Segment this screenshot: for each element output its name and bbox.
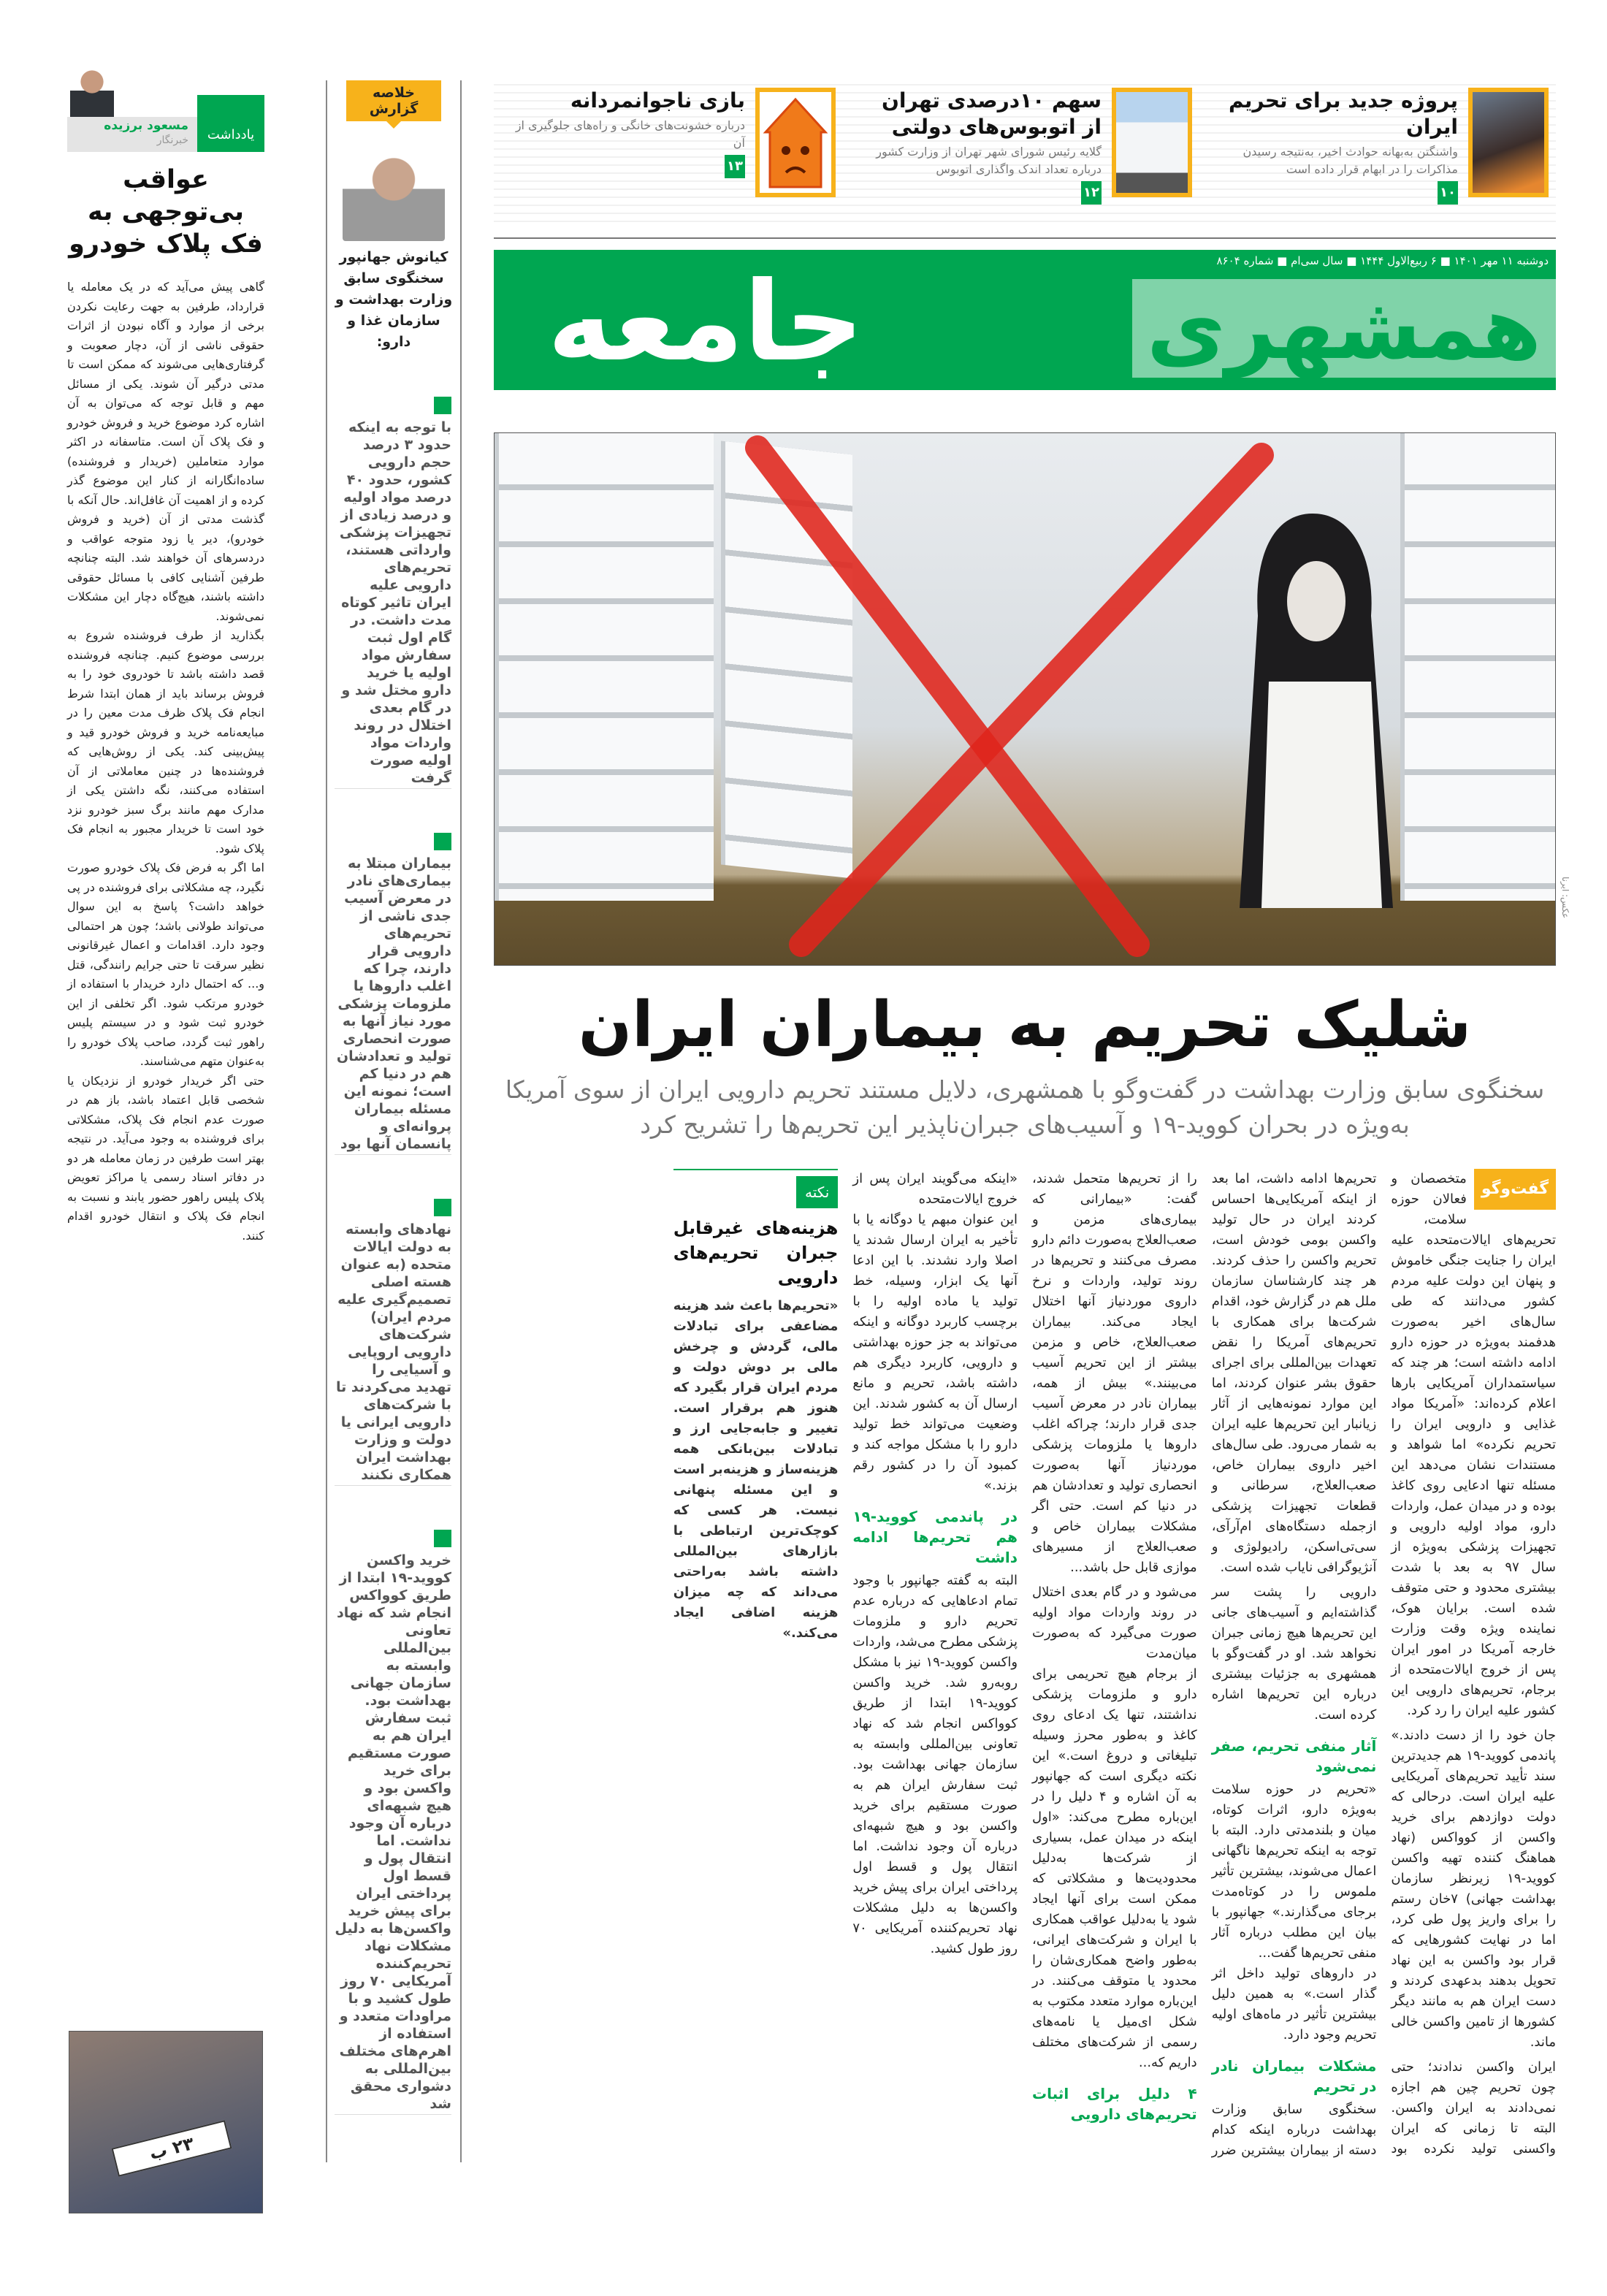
teaser-page-number: ۱۲ (1081, 181, 1102, 205)
teaser-page-number: ۱۳ (725, 155, 745, 178)
quote-text: با توجه به اینکه حدود ۳ درصد حجم دارویی کشور، حدود ۴۰ درصد مواد اولیه و درصد زیادی از تجهیزات پزشکی وارداتی هستند، تحریم‌های دارویی علیه ایران تاثیر کوتاه مدت داشت. در گام اول ثبت سفارش مواد اولیه یا خرید دارو مختل شد و در گام بعدی اختلال در روند واردات مواد اولیه صورت گرفت (335, 419, 451, 789)
license-plate-photo (69, 2031, 263, 2213)
teaser-thumbnail-protest (1468, 88, 1549, 197)
note-label: نکته (796, 1176, 838, 1208)
paragraph: جان خود را از دست دادند.» پاندمی کووید-۱۹ هم جدیدترین سند تأیید تحریم‌های آمریکایی علیه ایران است. درحالی که دولت دوازدهم برای خرید واکسن از کوواکس (نهاد هماهنگ کننده تهیه واکسن کووید-۱۹ زیرنظر سازمان بهداشت جهانی) ۷خان رستم را برای واریز پول طی کرد، اما در نهایت کشورهایی که قرار بود واکسن به این نهاد تحویل بدهند بدعهدی کردند و دست ایران هم به مانند دیگر کشورها از تامین واکسن خالی ماند. (1391, 1728, 1556, 2050)
teaser-summary: واشنگتن به‌بهانه حوادث اخیر، به‌نتیجه رسیدن مذاکرات را در ابهام قرار داده است (1243, 145, 1458, 176)
paragraph: حتی اگر خریدار خودرو از نزدیکان یا شخصی قابل اعتماد باشد، باز هم در صورت عدم انجام فک پلاک، مشکلاتی برای فروشنده به وجود می‌آید. در نتیجه بهتر است طرفین در زمان معامله هر دو در دفاتر اسناد رسمی یا مراکز تعویض پلاک پلیس راهور حضور یابند و نسبت به انجام فک پلاک و انتقال خودرو اقدام کنند. (67, 1073, 264, 1243)
paragraph: از برجام هیچ تحریمی برای دارو و ملزومات پزشکی نداشتند، تنها یک ادعای روی کاغذ و به‌طور محرز وسیله تبلیغاتی و دروغ است.» این نکته دیگری است که جهانپور به آن اشاره و ۴ دلیل را در این‌باره مطرح می‌کند: «اول اینکه در میدان عمل، بسیاری از شرکت‌ها به‌دلیل محدودیت‌ها و مشکلاتی که ممکن است برای آنها ایجاد شود یا به‌دلیل عواقب همکاری با ایران و شرکت‌های ایرانی، به‌طور واضح همکاری‌شان را محدود یا متوقف می‌کنند. در این‌باره موارد متعدد مکتوب به شکل ای‌میل یا نامه‌های رسمی از شرکت‌های مختلف داریم که... (1032, 1666, 1197, 2070)
green-square-bullet-icon (434, 1199, 451, 1216)
quote-text: خرید واکسن کووید-۱۹ ابتدا از طریق کوواکس انجام شد که نهاد تعاونی بین‌المللی وابسته به سازمان جهانی بهداشت بود. ثبت سفارش ایران هم به صورت مستقیم برای خرید واکسن بود و هیچ شبهه‌ای درباره آن وجود نداشت. اما انتقال پول و قسط اول پرداختی ایران برای پیش خرید واکسن‌ها به دلیل مشکلات نهاد تحریم‌کننده آمریکایی ۷۰ روز طول کشید و با مراودات متعدد و استفاده از اهرم‌های مختلف بین‌المللی به دشواری محقق شد (335, 1552, 451, 2115)
logo-hamshahri: همشهری (1132, 279, 1556, 378)
green-square-bullet-icon (434, 1530, 451, 1547)
section-subheading: آثار منفی تحریم، صفر نمی‌شود (1211, 1737, 1377, 1775)
divider (494, 237, 1556, 239)
lead-photo-pharmacy (494, 432, 1556, 966)
paragraph: بگذارید از طرف فروشنده شروع به بررسی موضوع کنیم. چنانچه فروشنده قصد داشته باشد تا خودروی خود را به فروش برساند باید از همان ابتدا شرط انجام فک پلاک ظرف مدت معین را در مبایعه‌نامه خرید و فروش خودرو قید و پیش‌بینی کند. یکی از روش‌هایی که فروشنده‌ها در چنین معاملاتی از آن استفاده می‌کنند، نگه داشتن یکی از مدارک مهم مانند برگ سبز خودرو نزد خود است تا خریدار مجبور به انجام فک پلاک شود. (67, 628, 264, 855)
red-x-mark (495, 433, 1556, 966)
angry-house-icon (755, 88, 836, 197)
teaser-summary: گلایه رئیس شورای شهر تهران از وزارت کشور درباره تعداد اندک واگذاری اتوبوس (876, 145, 1102, 176)
section-subheading: در پاندمی کووید-۱۹ هم تحریم‌ها ادامه داشت (852, 1508, 1018, 1566)
summary-quote (327, 1199, 460, 1486)
paragraph: گاهی پیش می‌آید که در یک معامله یا قرارداد، طرفین به جهت رعایت نکردن برخی از موارد و آگاه نبودن از اثرات حقوقی ناشی از آن، دچار صعوبت و گرفتاری‌هایی می‌شوند که ممکن است تا مدتی درگیر آن شوند. یکی از مسائل مهم و قابل توجه که می‌توان به آن اشاره کرد موضوع خرید و فروش خودرو و فک پلاک آن است. متاسفانه در اکثر موارد متعاملین (خریدار و فروشنده) ساده‌انگارانه از کنار این موضوع گذر کرده و از اهمیت آن غافل‌اند. حال آنکه با گذشت مدتی از آن (خرید و فروش خودرو)، دیر یا زود متوجه عواقب و دردسرهای آن خواهند شد. البته چنانچه طرفین آشنایی کافی با مسائل حقوقی داشته باشند، هیچ‌گاه دچار این مشکلات نمی‌شوند. (67, 280, 264, 623)
paragraph: «تحریم در حوزه سلامت به‌ویژه دارو، اثرات کوتاه، میان و بلندمدتی دارد. البته با توجه به اینکه تحریم‌ها ناگهانی اعمال می‌شوند، بیشترین تأثیر ملموس را در کوتاه‌مدت برجای می‌گذارند.» جهانپور با بیان این مطلب درباره آثار منفی تحریم‌ها گفت... (1211, 1782, 1377, 1961)
teaser-domestic-violence[interactable] (501, 77, 836, 224)
paragraph: اما اگر به فرض فک پلاک خودرو صورت نگیرد، چه مشکلاتی برای فروشنده در پی خواهد داشت؟ پاسخ به این سوال می‌تواند طولانی باشد؛ چون هر احتمالی وجود دارد. اقدامات و اعمال غیرقانونی نظیر سرقت تا حتی جرایم رانندگی، قتل و... که احتمال دارد خریدار با استفاده از خودرو مرتکب شود. اگر تخلفی از این خودرو ثبت شود و در سیستم پلیس راهور ثبت گردد، صاحب پلاک خودرو را به‌عنوان متهم می‌شناسند. (67, 861, 264, 1068)
column-type-label: یادداشت (197, 95, 264, 152)
note-box (673, 1169, 839, 1644)
teaser-tehran-buses[interactable] (858, 77, 1192, 224)
report-summary-column (326, 80, 462, 2162)
green-square-bullet-icon (434, 833, 451, 850)
paragraph: ایران واکسن ندادند؛ حتی چون تحریم چین هم اجازه نمی‌دادند به ایران واکسن. البته تا زمانی که ایران واکسنی تولید نکرده بود تحریم‌ها ادامه داشت، اما بعد از اینکه آمریکایی‌ها احساس کردند ایران در حال تولید واکسن بومی خودش است، تحریم واکسن را حذف کردند. هر چند کارشناسان سازمان ملل هم در گزارش خود، اقدام شرکت‌ها برای همکاری با تحریم‌های آمریکا را نقض تعهدات بین‌المللی برای اجرای حقوق بشر عنوان کردند، اما این موارد نمونه‌هایی از آثار زیانبار این تحریم‌ها علیه ایران به شمار می‌رود. طی سال‌های اخیر داروی بیماران خاص، صعب‌العلاج، سرطانی و قطعات تجهیزات پزشکی ازجمله دستگاه‌های ام‌آر‌آی، سی‌تی‌اسکن، رادیولوژی و آنژیوگرافی نایاب شده است. (1211, 1171, 1556, 2156)
sub-headline: سخنگوی سابق وزارت بهداشت در گفت‌وگو با همشهری، دلایل مستند تحریم دارویی ایران از سوی آمریکا به‌ویژه در بحران کووید-۱۹ و آسیب‌های جبران‌ناپذیر این تحریم‌ها را تشریح کرد (505, 1075, 1545, 1139)
note-title: هزینه‌های غیرقابل جبران تحریم‌های دارویی (673, 1218, 839, 1288)
main-headline: شلیک تحریم به بیماران ایران (578, 988, 1472, 1061)
paragraph: در داروهای تولید داخل اثر گذار است.» به همین دلیل بیشترین تأثیر در ماه‌های اولیه تحریم وجود دارد. (1211, 1966, 1377, 2043)
spokesperson-name: کیانوش جهانپور سخنگوی سابق وزارت بهداشت و سازمان غذا و دارو: (335, 249, 453, 350)
teaser-title: بازی ناجوانمردانه (570, 88, 745, 112)
paragraph: متخصصان و فعالان حوزه سلامت، تحریم‌های ایالات‌متحده علیه ایران را جنایت جنگی خاموش و پنهان این دولت علیه مردم کشور می‌دانند که طی سال‌های اخیر به‌صورت هدفمند به‌ویژه در حوزه دارو ادامه داشته است؛ هر چند که سیاستمداران آمریکایی بارها اعلام کرده‌اند: «آمریکا مواد غذایی و دارویی ایران را تحریم نکرده» اما شواهد و مستندات نشان می‌دهد این مسئله تنها ادعایی روی کاغذ بوده و در میدان عمل، واردات دارو، مواد اولیه دارویی و تجهیزات پزشکی به‌ویژه از سال ۹۷ به بعد با شدت بیشتری محدود و حتی متوقف شده است. برایان هوک، نماینده ویژه وقت وزارت خارجه آمریکا در امور ایران پس از خروج ایالات‌متحده از برجام، تحریم‌های دارویی این کشور علیه ایران را رد کرد. (1391, 1171, 1556, 1718)
quote-text: بیماران مبتلا به بیماری‌های نادر در معرض آسیب جدی ناشی از تحریم‌های دارویی قرار دارند، چرا که اغلب داروها یا ملزومات پزشکی مورد نیاز آنها به صورت انحصاری تولید و تعدادشان هم در دنیا کم است؛ نمونه این مسئله بیماران پروانه‌ای و پانسمان آنها بود (335, 855, 451, 1155)
article-column-1 (1391, 1169, 1556, 2053)
logo-jameh: جامعه (547, 259, 864, 386)
section-subheading: ۴ دلیل برای اثبات تحریم‌های دارویی (1032, 2085, 1197, 2123)
photo-credit: عکس: ایرنا (1560, 877, 1570, 919)
teaser-summary: درباره خشونت‌های خانگی و راه‌های جلوگیری از آن (515, 118, 745, 150)
paragraph: سخنگوی سابق وزارت بهداشت درباره اینکه کدام دسته از بیماران بیشترین ضرر را از تحریم‌ها متحمل شدند، گفت: «بیمارانی که بیماری‌های مزمن و صعب‌العلاج به‌صورت دائم دارو مصرف می‌کنند و تحریم‌ها در روند تولید، واردات و نرخ داروی موردنیاز آنها اختلال ایجاد می‌کند. بیماران صعب‌العلاج، خاص و مزمن بیشتر از این تحریم آسیب می‌بینند.» بیش از همه، بیماران نادر در معرض آسیب جدی قرار دارند؛ چراکه اغلب داروها یا ملزومات پزشکی موردنیاز آنها به‌صورت انحصاری تولید و تعدادشان هم در دنیا کم است. حتی اگر مشکلات بیماران خاص و صعب‌العلاج از مسیرهای موازی قابل حل باشد... (1032, 1171, 1377, 2158)
section-subheading: مشکلات بیماران نادر در تحریم (1211, 2057, 1377, 2095)
author-role: خبرنگار (156, 134, 188, 146)
masthead (494, 250, 1556, 390)
note-text: «تحریم‌ها باعث شد هزینه مضاعفی برای تبادلات مالی، گردش و چرخش مالی بر دوش دولت و مردم ایران قرار بگیرد که هنوز هم برقرار است. تغییر و جابه‌جایی ارز و تبادلات بین‌بانکی همه هزینه‌ساز و هزینه‌بر است و این مسئله پنهانی نیست. هر کسی که کوچک‌ترین ارتباطی با بازارهای بین‌المللی داشته باشد به‌راحتی می‌داند که چه میزان هزینه اضافی ایجاد می‌کند.» (673, 1298, 839, 1641)
teaser-thumbnail-bus (1112, 88, 1192, 197)
teaser-sanctions-project[interactable] (1214, 77, 1549, 224)
paragraph: می‌شود و در گام بعدی اختلال در روند واردات مواد اولیه صورت می‌گیرد که به‌صورت میان‌مدت (1032, 1584, 1197, 1661)
summary-quote (327, 1530, 460, 2115)
summary-quote (327, 397, 460, 789)
issue-date-line: دوشنبه ۱۱ مهر ۱۴۰۱ ■ ۶ ربیع‌الاول ۱۴۴۴ ■ سال سی‌ام ■ شماره ۸۶۰۴ (1216, 254, 1549, 267)
opinion-column (67, 58, 264, 2165)
teaser-strip (494, 77, 1556, 224)
author-name: مسعود برزیده (104, 118, 188, 133)
summary-quote (327, 833, 460, 1155)
article-column-5 (852, 1210, 1018, 1959)
paragraph: البته به گفته جهانپور با وجود تمام ادعاهایی که درباره عدم تحریم دارو و ملزومات پزشکی مطرح می‌شد، واردات واکسن کووید-۱۹ نیز با مشکل روبه‌رو شد. خرید واکسن کووید-۱۹ ابتدا از طریق کوواکس انجام شد که نهاد تعاونی بین‌المللی وابسته به سازمان جهانی بهداشت بود. ثبت سفارش ایران هم به صورت مستقیم برای خرید واکسن بود و هیچ شبهه‌ای درباره آن وجود نداشت. اما انتقال پول و قسط اول پرداختی ایران برای پیش خرید واکسن‌ها به دلیل مشکلات نهاد تحریم‌کننده آمریکایی ۷۰ روز طول کشید. (852, 1573, 1018, 1956)
paragraph: «اینکه می‌گویند ایران پس از خروج ایالات‌متحده (852, 1171, 1018, 1207)
teaser-title: سهم ۱۰درصدی تهران از اتوبوس‌های دولتی (882, 88, 1102, 139)
opinion-body (67, 278, 264, 1246)
license-plate: ۲۳ ب (112, 2120, 232, 2177)
teaser-page-number: ۱۰ (1438, 181, 1458, 205)
spokesperson-portrait (343, 146, 445, 241)
paragraph: دارویی را پشت سر گذاشته‌ایم و آسیب‌های جانی این تحریم‌ها هیچ زمانی جبران نخواهد شد. او در گفت‌وگو با همشهری به جزئیات بیشتری درباره این تحریم‌ها اشاره کرده است. (1211, 1584, 1377, 1723)
author-photo (70, 58, 114, 117)
summary-badge: خلاصه گزارش (346, 80, 441, 121)
article-body (494, 1169, 1556, 2162)
teaser-title: پروژه جدید برای تحریم ایران (1228, 88, 1458, 139)
quote-text: نهادهای وابسته به دولت ایالات متحده (به عنوان هسته اصلی تصمیم‌گیری علیه مردم ایران) شرکت‌های دارویی اروپایی و آسیایی را تهدید می‌کردند تا با شرکت‌های دارویی ایرانی یا دولت و وزارت بهداشت ایران همکاری نکنند (335, 1221, 451, 1486)
paragraph: این عنوان مبهم یا دوگانه یا با تأخیر به ایران ارسال شدند یا اصلا وارد نشدند. با این ادعا آنها یک ابزار، وسیله، خط تولید یا ماده اولیه را با برچسب کاربرد دوگانه و اینکه می‌تواند به جز حوزه بهداشتی و دارویی، کاربرد دیگری هم داشته باشد، تحریم و مانع ارسال آن به کشور شدند. این وضعیت می‌تواند خط تولید دارو را با مشکل مواجه کند و کمبود آن را در کشور رقم بزند.» (852, 1212, 1018, 1493)
opinion-title: عواقب بی‌توجهی به فک پلاک خودرو (69, 165, 263, 259)
interview-tag: گفت‌وگو (1474, 1169, 1556, 1210)
green-square-bullet-icon (434, 397, 451, 414)
author-bar (67, 117, 264, 152)
